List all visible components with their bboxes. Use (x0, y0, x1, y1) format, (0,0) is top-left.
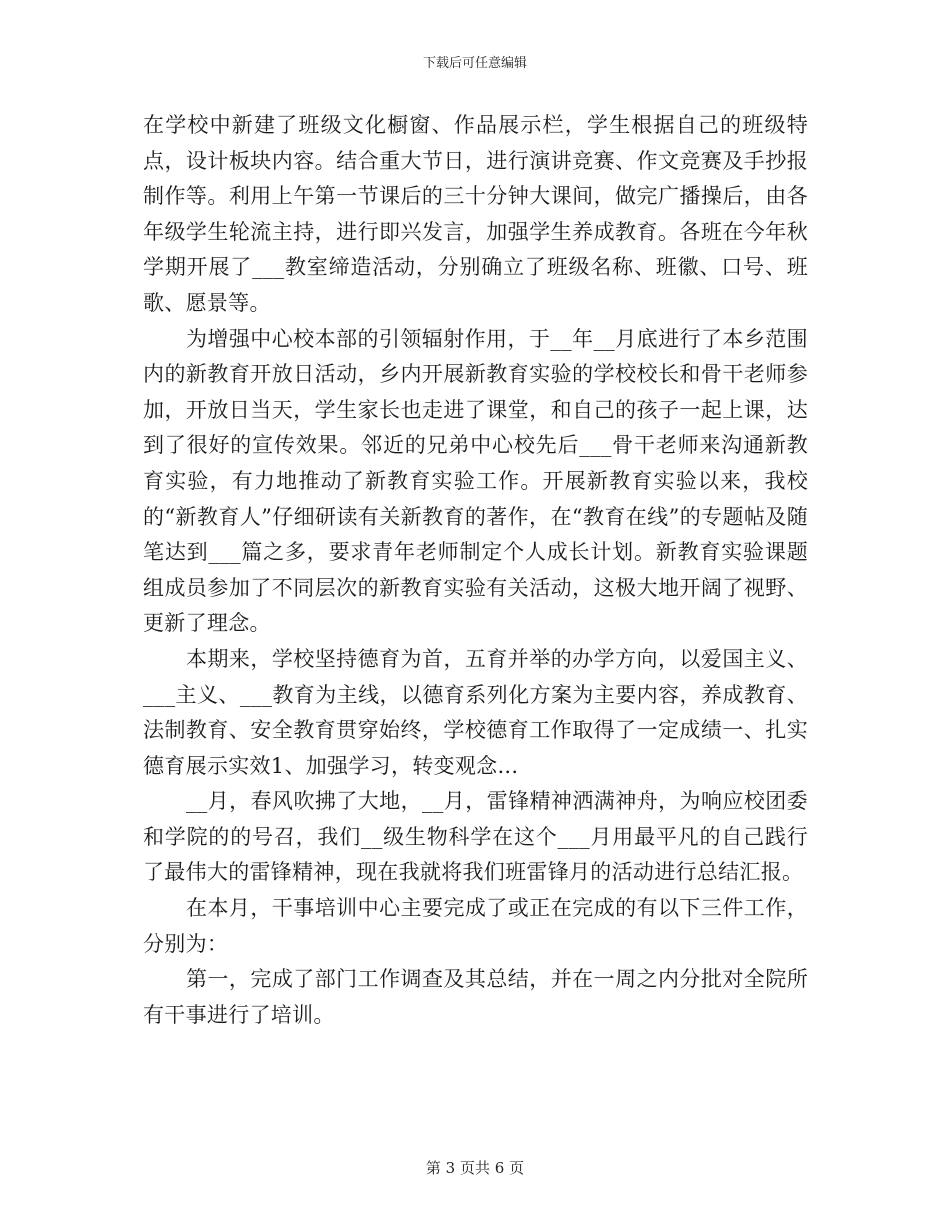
paragraph-leifeng-month: __月，春风吹拂了大地，__月，雷锋精神洒满神舟，为响应校团委和学院的的号召，我们__级生物科学在这个___月用最平凡的自己践行了最伟大的雷锋精神，现在我就将我们班雷锋月的活动进行总结汇报。 (143, 789, 808, 885)
paragraph-moral-education: 本期来，学校坚持德育为首，五育并举的办学方向，以爱国主义、___主义、___教育为主线，以德育系列化方案为主要内容，养成教育、法制教育、安全教育贯穿始终，学校德育工作取得了一定成绩一、扎实德育展示实效1、加强学习，转变观念... (143, 646, 808, 778)
paragraph-class-culture: 在学校中新建了班级文化橱窗、作品展示栏，学生根据自己的班级特点，设计板块内容。结合重大节日，进行演讲竞赛、作文竞赛及手抄报制作等。利用上午第一节课后的三十分钟大课间，做完广播操后，由各年级学生轮流主持，进行即兴发言，加强学生养成教育。各班在今年秋学期开展了___教室缔造活动，分别确立了班级名称、班徽、口号、班歌、愿景等。 (143, 113, 808, 315)
page-header: 下载后可任意编辑 (422, 56, 527, 71)
paragraph-training-center: 在本月，干事培训中心主要完成了或正在完成的有以下三件工作，分别为： (143, 896, 808, 956)
document-body (143, 108, 808, 1033)
paragraph-open-day: 为增强中心校本部的引领辐射作用，于__年__月底进行了本乡范围内的新教育开放日活动，乡内开展新教育实验的学校校长和骨干老师参加，开放日当天，学生家长也走进了课堂，和自己的孩子一起上课，达到了很好的宣传效果。邻近的兄弟中心校先后___骨干老师来沟通新教育实验，有力地推动了新教育实验工作。开展新教育实验以来，我校的“新教育人”仔细研读有关新教育的著作，在“教育在线”的专题帖及随笔达到___篇之多，要求青年老师制定个人成长计划。新教育实验课题组成员参加了不同层次的新教育实验有关活动，这极大地开阔了视野、更新了理念。 (143, 326, 808, 636)
paragraph-first-task: 第一，完成了部门工作调查及其总结，并在一周之内分批对全院所有干事进行了培训。 (143, 967, 808, 1027)
page-number: 第 3 页共 6 页 (425, 1159, 525, 1177)
